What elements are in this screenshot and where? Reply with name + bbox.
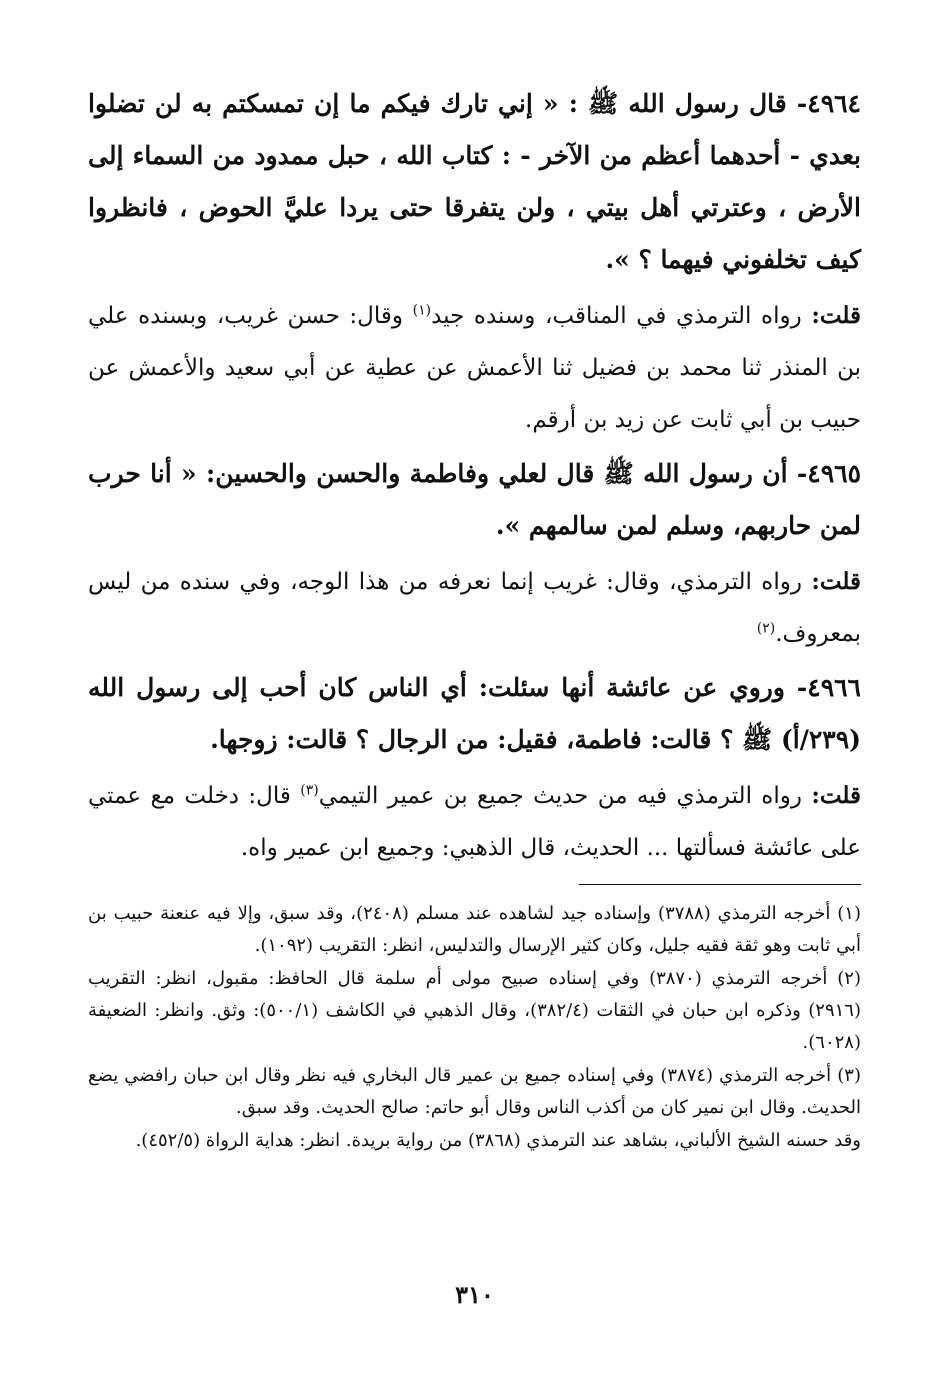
- footnote-3: (٣) أخرجه الترمذي (٣٨٧٤) وفي إسناده جميع بن عمير قال البخاري فيه نظر وقال ابن حبان رافضي يضع الحديث. وقال ابن نمير كان من أكذب الناس وقال أبو حاتم: صالح الحديث. وقد سبق.: [88, 1065, 861, 1118]
- commentary-text-cont: وقال: حسن غريب، وبسنده علي بن المنذر ثنا محمد بن فضيل ثنا الأعمش عن عطية عن أبي سعيد والأعمش عن حبيب بن أبي ثابت عن زيد بن أرقم.: [88, 303, 861, 433]
- footnote-ref[interactable]: (١): [412, 302, 432, 319]
- footnote-ref[interactable]: (٢): [756, 620, 776, 637]
- commentary-label: قلت:: [811, 568, 862, 595]
- hadith-text: [88, 448, 861, 552]
- commentary: [88, 770, 861, 874]
- hadith-body: وروي عن عائشة أنها سئلت: أي الناس كان أحب إلى رسول الله (٢٣٩/أ) ﷺ ؟ قالت: فاطمة، فقيل: من الرجال ؟ قالت: زوجها.: [88, 673, 861, 754]
- hadith-number: ٤٩٦٥-: [796, 459, 861, 488]
- footnote-ref[interactable]: (٣): [300, 782, 319, 799]
- footnote-separator: [579, 884, 861, 885]
- footnotes: [88, 898, 861, 1158]
- commentary: [88, 290, 861, 446]
- footnote-1: (١) أخرجه الترمذي (٣٧٨٨) وإسناده جيد لشاهده عند مسلم (٢٤٠٨)، وقد سبق، وإلا فيه عنعنة حبيب بن أبي ثابت وهو ثقة فقيه جليل، وكان كثير الإرسال والتدليس، انظر: التقريب (١٠٩٢).: [88, 903, 861, 956]
- hadith-body: أن رسول الله ﷺ قال لعلي وفاطمة والحسن والحسين: « أنا حرب لمن حاربهم، وسلم لمن سالمهم ».: [88, 459, 861, 540]
- hadith-entry-4965: [88, 448, 861, 660]
- hadith-entry-4966: [88, 662, 861, 874]
- commentary-label: قلت:: [811, 782, 862, 809]
- hadith-entry-4964: [88, 78, 861, 446]
- footnote-3-continued: وقد حسنه الشيخ الألباني، بشاهد عند الترمذي (٣٨٦٨) من رواية بريدة. انظر: هداية الرواة (٤٥٢/٥).: [135, 1130, 861, 1151]
- page-number: ٣١٠: [455, 1280, 494, 1309]
- commentary-label: قلت:: [811, 302, 862, 329]
- commentary-text: رواه الترمذي في المناقب، وسنده جيد: [431, 303, 802, 329]
- commentary-text: رواه الترمذي فيه من حديث جميع بن عمير التيمي: [318, 783, 802, 809]
- hadith-text: [88, 662, 861, 766]
- commentary-text-cont: قال: دخلت مع عمتي على عائشة فسألتها ... الحديث، قال الذهبي: وجميع ابن عمير واه.: [88, 783, 861, 861]
- hadith-text: [88, 78, 861, 286]
- hadith-number: ٤٩٦٤-: [796, 89, 861, 118]
- hadith-body: قال رسول الله ﷺ : « إني تارك فيكم ما إن تمسكتم به لن تضلوا بعدي - أحدهما أعظم من الآخر - : كتاب الله ، حبل ممدود من السماء إلى الأرض ، وعترتي أهل بيتي ، ولن يتفرقا حتى يردا عليَّ الحوض ، فانظروا كيف تخلفوني فيهما ؟ ».: [88, 89, 861, 274]
- commentary: [88, 556, 861, 660]
- hadith-number: ٤٩٦٦-: [796, 673, 861, 702]
- footnote-2: (٢) أخرجه الترمذي (٣٨٧٠) وفي إسناده صبيح مولى أم سلمة قال الحافظ: مقبول، انظر: التقريب (٢٩١٦) وذكره ابن حبان في الثقات (٣٨٢/٤)، وقال الذهبي في الكاشف (٥٠٠/١): وثق. وانظر: الضعيفة (٦٠٢٨).: [88, 968, 861, 1053]
- commentary-text: رواه الترمذي، وقال: غريب إنما نعرفه من هذا الوجه، وفي سنده من ليس بمعروف.: [88, 569, 861, 647]
- main-text-block: [88, 78, 861, 876]
